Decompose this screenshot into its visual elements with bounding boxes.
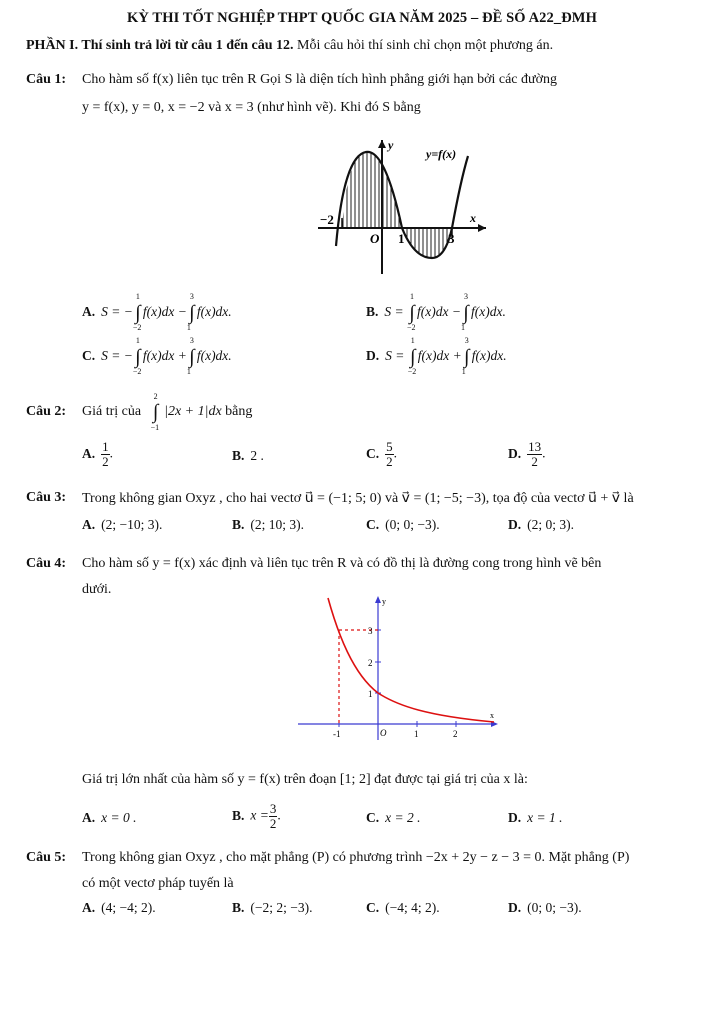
upper-limit: 1 bbox=[135, 292, 140, 301]
q2-option-c-letter: C. bbox=[366, 445, 380, 461]
q1-option-c-prefix: S = − bbox=[101, 348, 133, 363]
upper-limit: 3 bbox=[464, 336, 469, 345]
lower-limit: −1 bbox=[150, 423, 160, 432]
tick-label-y1: 1 bbox=[368, 689, 373, 699]
q1-option-d-prefix: S = bbox=[385, 348, 408, 363]
lower-limit: 1 bbox=[460, 323, 465, 332]
tick-label-y2: 2 bbox=[368, 658, 373, 668]
q1-option-b[interactable] bbox=[366, 292, 506, 332]
question-4-graph bbox=[298, 594, 502, 742]
upper-limit: 1 bbox=[410, 292, 415, 301]
tick-label-3: 3 bbox=[448, 231, 455, 246]
exponential-curve bbox=[328, 598, 494, 722]
question-1-graph bbox=[314, 136, 490, 276]
tick-label-xm1: -1 bbox=[333, 729, 341, 739]
upper-limit: 1 bbox=[410, 336, 415, 345]
q3-option-a[interactable] bbox=[82, 517, 162, 533]
exam-title: KỲ THI TỐT NGHIỆP THPT QUỐC GIA NĂM 2025 – ĐỀ SỐ A22_ĐMH bbox=[127, 10, 597, 26]
numerator: 13 bbox=[528, 439, 542, 454]
question-2-post: bằng bbox=[225, 404, 253, 419]
numerator: 5 bbox=[386, 439, 393, 454]
y-axis-arrow bbox=[378, 140, 386, 148]
q5-option-b-value: (−2; 2; −3). bbox=[250, 900, 313, 915]
q4-option-a[interactable] bbox=[82, 810, 136, 826]
tick-label-x2: 2 bbox=[453, 729, 458, 739]
lower-limit: −2 bbox=[407, 323, 416, 332]
q1-option-b-prefix: S = bbox=[384, 304, 408, 319]
integral-sign: 3 ∫ 1 bbox=[461, 336, 470, 376]
q5-option-d-letter: D. bbox=[508, 900, 522, 915]
fraction bbox=[527, 440, 542, 469]
q1-option-c-letter: C. bbox=[82, 348, 96, 363]
question-2-text bbox=[82, 392, 253, 432]
q3-option-c[interactable] bbox=[366, 517, 440, 533]
q4-option-a-letter: A. bbox=[82, 810, 96, 825]
question-1-text-line2: y = f(x), y = 0, x = −2 và x = 3 (như hình vẽ). Khi đó S bằng bbox=[82, 100, 421, 115]
integral-sign: 1 ∫ −2 bbox=[132, 336, 142, 376]
q3-option-a-letter: A. bbox=[82, 517, 96, 532]
tail: . bbox=[277, 807, 281, 823]
x-axis-label: x bbox=[490, 711, 494, 720]
q5-option-d-value: (0; 0; −3). bbox=[527, 900, 582, 915]
tick-label-x1: 1 bbox=[414, 729, 419, 739]
x-axis-arrow bbox=[478, 224, 486, 232]
y-axis-label: y bbox=[382, 597, 386, 606]
q3-option-d[interactable] bbox=[508, 517, 574, 533]
tick-label-1: 1 bbox=[398, 231, 405, 246]
integral-sign: 3 ∫ 1 bbox=[186, 292, 195, 332]
q3-option-a-value: (2; −10; 3). bbox=[101, 517, 163, 532]
q2-option-b-letter: B. bbox=[232, 448, 245, 463]
question-1-label: Câu 1: bbox=[26, 72, 67, 87]
numerator: 1 bbox=[102, 439, 109, 454]
q5-option-a-letter: A. bbox=[82, 900, 96, 915]
q3-option-b[interactable] bbox=[232, 517, 304, 533]
lower-limit: −2 bbox=[132, 367, 142, 376]
origin-label: O bbox=[380, 728, 387, 738]
q1-option-a-prefix: S = − bbox=[101, 304, 133, 319]
q3-option-c-letter: C. bbox=[366, 517, 380, 532]
q4-option-d[interactable] bbox=[508, 810, 562, 826]
question-1-text-line1: Cho hàm số f(x) liên tục trên R Gọi S là diện tích hình phẳng giới hạn bởi các đường bbox=[82, 72, 557, 87]
lower-limit: 1 bbox=[186, 323, 191, 332]
q5-option-c[interactable] bbox=[366, 900, 440, 916]
q4-option-b-pre: x = bbox=[250, 807, 269, 823]
integral-sign: 3 ∫ 1 bbox=[460, 292, 469, 332]
q2-option-a-letter: A. bbox=[82, 445, 96, 461]
q1-option-d[interactable] bbox=[366, 336, 507, 376]
question-2-label: Câu 2: bbox=[26, 404, 67, 419]
q1-option-b-mid: f(x)dx − bbox=[417, 304, 461, 319]
question-5-text-line1: Trong không gian Oxyz , cho mặt phẳng (P) có phương trình −2x + 2y − z − 3 = 0. Mặt phẳng (P) bbox=[82, 850, 630, 865]
q3-option-b-value: (2; 10; 3). bbox=[250, 517, 305, 532]
func-label: y=f(x) bbox=[426, 147, 457, 161]
integral-sign: 1 ∫ −2 bbox=[132, 292, 142, 332]
fraction bbox=[385, 440, 394, 469]
q1-option-c[interactable] bbox=[82, 336, 232, 376]
q1-option-d-mid: f(x)dx + bbox=[417, 348, 462, 363]
q1-option-d-letter: D. bbox=[366, 348, 380, 363]
upper-limit: 1 bbox=[135, 336, 140, 345]
q3-option-d-value: (2; 0; 3). bbox=[527, 517, 574, 532]
q2-option-d[interactable] bbox=[508, 440, 546, 469]
question-5-text-line2: có một vectơ pháp tuyến là bbox=[82, 876, 234, 891]
q4-option-b-letter: B. bbox=[232, 807, 245, 823]
integral-sign: 1 ∫ −2 bbox=[407, 292, 416, 332]
q1-option-d-end: f(x)dx. bbox=[471, 348, 507, 363]
q4-option-c-letter: C. bbox=[366, 810, 380, 825]
q2-option-c[interactable] bbox=[366, 440, 397, 469]
tail: . bbox=[109, 445, 113, 461]
q1-option-b-letter: B. bbox=[366, 304, 379, 319]
question-4-text-line1: Cho hàm số y = f(x) xác định và liên tục trên R và có đồ thị là đường cong trong hình vẽ bên bbox=[82, 556, 602, 571]
question-4-text-line2: dưới. bbox=[82, 582, 112, 597]
q5-option-a[interactable] bbox=[82, 900, 156, 916]
tick-label-y3: 3 bbox=[368, 626, 373, 636]
q2-option-b-value: 2 . bbox=[250, 448, 264, 463]
q3-option-b-letter: B. bbox=[232, 517, 245, 532]
q1-option-b-end: f(x)dx. bbox=[470, 304, 506, 319]
q5-option-d[interactable] bbox=[508, 900, 582, 916]
lower-limit: 1 bbox=[186, 367, 191, 376]
integral-sign: 3 ∫ 1 bbox=[186, 336, 195, 376]
question-4-label: Câu 4: bbox=[26, 556, 67, 571]
tail: . bbox=[393, 445, 397, 461]
denominator: 2 bbox=[386, 454, 393, 469]
integral-sign: 2 ∫ −1 bbox=[150, 392, 160, 432]
q5-option-c-letter: C. bbox=[366, 900, 380, 915]
part-instruction bbox=[26, 38, 553, 54]
origin-label: O bbox=[370, 231, 380, 246]
q1-option-a[interactable] bbox=[82, 292, 232, 332]
y-axis-label: y bbox=[388, 138, 394, 152]
tail: . bbox=[542, 445, 546, 461]
q1-option-c-mid: f(x)dx + bbox=[142, 348, 187, 363]
x-axis-label: x bbox=[470, 211, 476, 225]
q5-option-b-letter: B. bbox=[232, 900, 245, 915]
q1-option-a-end: f(x)dx. bbox=[196, 304, 232, 319]
y-axis-arrow bbox=[375, 596, 381, 603]
integral-sign: 1 ∫ −2 bbox=[407, 336, 417, 376]
question-4-question: Giá trị lớn nhất của hàm số y = f(x) trên đoạn [1; 2] đạt được tại giá trị của x là: bbox=[82, 772, 528, 787]
numerator: 3 bbox=[269, 801, 277, 816]
q5-option-b[interactable] bbox=[232, 900, 313, 916]
q5-option-a-value: (4; −4; 2). bbox=[101, 900, 156, 915]
q4-option-d-value: x = 1 . bbox=[527, 810, 563, 825]
q1-option-a-letter: A. bbox=[82, 304, 96, 319]
q2-option-d-letter: D. bbox=[508, 445, 522, 461]
q4-option-d-letter: D. bbox=[508, 810, 522, 825]
upper-limit: 3 bbox=[189, 336, 194, 345]
q4-option-c-value: x = 2 . bbox=[385, 810, 421, 825]
lower-limit: −2 bbox=[132, 323, 142, 332]
q2-option-a[interactable] bbox=[82, 440, 113, 469]
question-2-pre: Giá trị của bbox=[82, 404, 142, 419]
q1-option-c-end: f(x)dx. bbox=[196, 348, 232, 363]
upper-limit: 3 bbox=[463, 292, 468, 301]
denominator: 2 bbox=[269, 816, 277, 831]
q4-option-c[interactable] bbox=[366, 810, 420, 826]
upper-limit: 2 bbox=[153, 392, 158, 401]
denominator: 2 bbox=[531, 454, 538, 469]
part-note: Mỗi câu hỏi thí sinh chỉ chọn một phương án. bbox=[293, 38, 554, 53]
lower-limit: −2 bbox=[407, 367, 417, 376]
upper-limit: 3 bbox=[189, 292, 194, 301]
lower-limit: 1 bbox=[461, 367, 466, 376]
fraction bbox=[101, 440, 110, 469]
question-3-text: Trong không gian Oxyz , cho hai vectơ u⃗ = (−1; 5; 0) và v⃗ = (1; −5; −3), tọa độ của vectơ u⃗ + v⃗ là bbox=[82, 491, 634, 506]
q3-option-d-letter: D. bbox=[508, 517, 522, 532]
question-5-label: Câu 5: bbox=[26, 850, 67, 865]
question-2-integrand: |2x + 1|dx bbox=[164, 404, 222, 419]
part-heading: PHẦN I. Thí sinh trả lời từ câu 1 đến câu 12. bbox=[26, 38, 294, 53]
question-3-label: Câu 3: bbox=[26, 490, 67, 505]
q2-option-b[interactable] bbox=[232, 448, 264, 464]
q1-option-a-mid: f(x)dx − bbox=[142, 304, 187, 319]
q4-option-a-value: x = 0 . bbox=[101, 810, 137, 825]
denominator: 2 bbox=[102, 454, 109, 469]
q4-option-b[interactable] bbox=[232, 802, 281, 831]
q3-option-c-value: (0; 0; −3). bbox=[385, 517, 440, 532]
tick-label-neg2: −2 bbox=[320, 212, 334, 227]
q5-option-c-value: (−4; 4; 2). bbox=[385, 900, 440, 915]
